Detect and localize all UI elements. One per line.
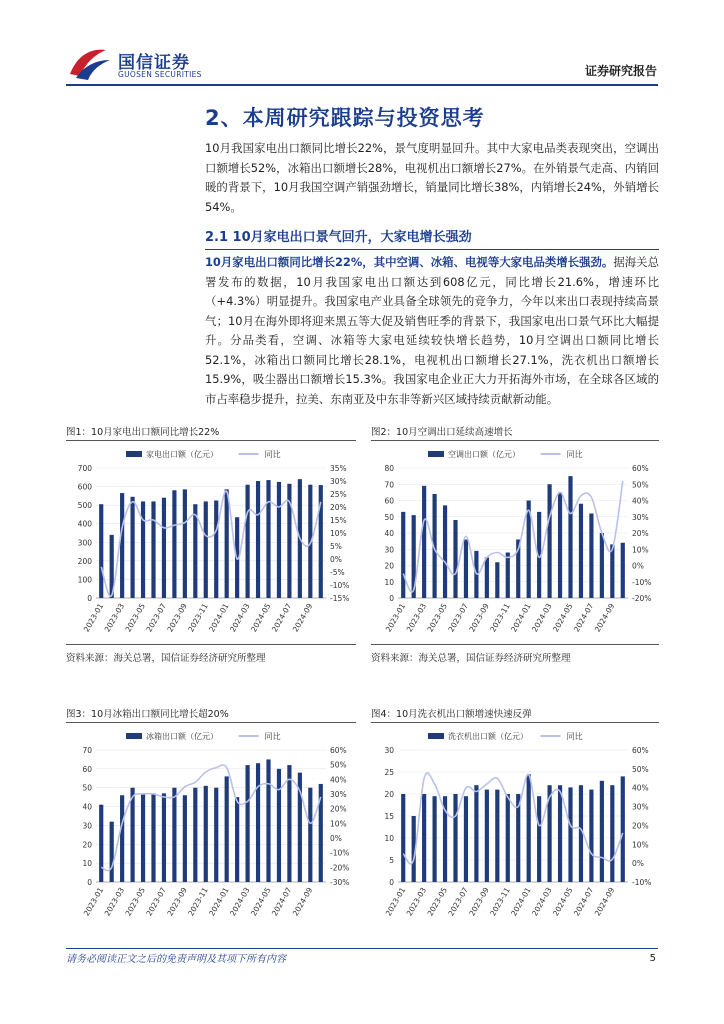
bar [183, 489, 187, 598]
x-tick-label: 2024-03 [228, 885, 252, 918]
x-tick-label: 2023-01 [81, 601, 106, 634]
bar [172, 490, 176, 598]
x-tick-label: 2024-03 [228, 601, 252, 634]
y-right-tick-label: 10% [632, 840, 649, 850]
x-tick-label: 2023-07 [144, 885, 168, 918]
page-header [0, 0, 724, 90]
x-tick-label: 2023-01 [81, 885, 106, 918]
y-left-tick-label: 0 [389, 594, 394, 603]
page-number: 5 [649, 953, 656, 964]
bar [120, 795, 124, 882]
y-right-tick-label: -10% [632, 577, 652, 587]
x-tick-label: 2023-09 [467, 885, 491, 918]
y-right-tick-label: 0% [330, 834, 342, 843]
y-left-tick-label: 5 [389, 856, 394, 865]
figure-3-chart [66, 726, 360, 926]
bar [246, 485, 250, 598]
subsection-divider [205, 249, 659, 250]
bar [548, 484, 552, 598]
y-left-tick-label: 500 [77, 501, 92, 511]
y-left-tick-label: 20 [384, 561, 394, 571]
y-right-tick-label: -15% [330, 594, 350, 603]
footer-divider [66, 948, 658, 949]
y-left-tick-label: 10 [384, 577, 394, 587]
subsection-body: 据海关总署发布的数据，10月我国家电出口额达到608亿元，同比增长21.6%，增速环比（+4.3%）明显提升。我国家电产业具备全球领先的竞争力，今年以来出口表现持续高景气；10月在海外即将迎来黑五等大促及销售旺季的背景下，我国家电出口景气环比大幅提升。分品类看，空调、冰箱等大家电延续较快增长趋势，10月空调出口额同比增长52.1%，冰箱出口额同比增长28.1%，电视机出口额增长27.1%，洗衣机出口额增长15.9%，吸尘器出口额增长15.3%。我国家电企业正大力开拓海外市场，在全球各区域的市占率稳步提升，拉美、东南亚及中东非等新兴区域持续贡献新动能。 [205, 255, 659, 406]
bar [506, 794, 510, 882]
y-right-tick-label: -10% [330, 581, 350, 590]
y-right-tick-label: -10% [632, 878, 652, 887]
y-right-tick-label: 0% [632, 859, 644, 869]
x-tick-label: 2023-05 [123, 885, 148, 918]
figure-1-source: 资料来源：海关总署，国信证券经济研究所整理 [66, 653, 266, 664]
subsection-paragraph [205, 253, 659, 409]
legend-bar-swatch [428, 733, 444, 739]
y-right-tick-label: 60% [632, 746, 649, 755]
y-right-tick-label: 20% [330, 503, 347, 512]
bar [401, 512, 405, 598]
bar [99, 504, 103, 598]
figure-2-chart [368, 444, 662, 642]
y-left-tick-label: 50 [82, 783, 92, 793]
x-tick-label: 2023-11 [488, 601, 512, 634]
bar [162, 498, 166, 598]
x-tick-label: 2023-09 [165, 601, 189, 634]
y-right-tick-label: 10% [330, 529, 347, 538]
legend-bar-label: 家电出口额（亿元） [146, 450, 218, 459]
figure-4-title: 图4：10月洗衣机出口额增速快速反弹 [371, 709, 532, 720]
y-right-tick-label: 0% [330, 555, 342, 564]
x-tick-label: 2024-05 [249, 601, 273, 634]
legend-line-label: 同比 [566, 450, 583, 459]
figure-2-source: 资料来源：海关总署，国信证券经济研究所整理 [371, 653, 571, 664]
x-tick-label: 2024-01 [207, 885, 231, 918]
bar [401, 794, 405, 882]
legend-line-label: 同比 [264, 732, 281, 741]
bar [277, 769, 281, 882]
bar [287, 765, 291, 882]
legend-line-label: 同比 [264, 450, 281, 459]
bar [485, 557, 489, 598]
x-tick-label: 2023-05 [425, 601, 450, 634]
bar [99, 805, 103, 882]
x-tick-label: 2024-09 [290, 601, 315, 634]
x-tick-label: 2023-03 [102, 885, 127, 918]
bar [422, 486, 426, 598]
logo-text-en: GUOSEN SECURITIES [118, 70, 202, 79]
bar [256, 763, 260, 882]
y-right-tick-label: 60% [330, 746, 347, 755]
y-right-tick-label: 0% [632, 561, 644, 571]
figure-4-rule [371, 722, 659, 723]
figure-2-rule [371, 440, 659, 441]
y-left-tick-label: 50 [384, 512, 394, 522]
y-right-tick-label: 40% [330, 775, 347, 785]
bar [204, 786, 208, 882]
y-left-tick-label: 80 [384, 464, 394, 473]
bar [495, 562, 499, 598]
bar [162, 793, 166, 882]
bar [266, 759, 270, 882]
y-right-tick-label: -20% [330, 863, 350, 873]
bar [558, 785, 562, 882]
bar [568, 787, 572, 882]
x-tick-label: 2023-09 [467, 601, 491, 634]
y-left-tick-label: 30 [82, 821, 92, 831]
y-right-tick-label: 60% [632, 464, 649, 473]
y-right-tick-label: 30% [632, 802, 649, 812]
x-tick-label: 2024-05 [551, 885, 575, 918]
bar [120, 493, 124, 598]
y-right-tick-label: 5% [330, 542, 342, 551]
bar [172, 788, 176, 882]
y-left-tick-label: 40 [82, 802, 92, 812]
y-right-tick-label: -20% [632, 594, 652, 603]
guosen-logo [66, 44, 206, 84]
bar [277, 482, 281, 598]
x-tick-label: 2024-07 [571, 885, 596, 918]
x-tick-label: 2024-03 [530, 885, 554, 918]
legend-bar-label: 空调出口额（亿元） [448, 450, 520, 459]
bar [256, 481, 260, 598]
y-left-tick-label: 20 [384, 790, 394, 799]
report-type-label: 证券研究报告 [584, 64, 657, 78]
figure-1-chart [66, 444, 360, 642]
x-tick-label: 2023-01 [383, 885, 408, 918]
bar [193, 504, 197, 598]
x-tick-label: 2023-07 [144, 601, 168, 634]
x-tick-label: 2024-01 [509, 885, 533, 918]
x-tick-label: 2024-09 [290, 885, 315, 918]
bar [579, 504, 583, 598]
x-tick-label: 2024-07 [269, 601, 294, 634]
y-right-tick-label: 20% [632, 529, 649, 538]
bar [214, 788, 218, 882]
y-left-tick-label: 60 [384, 496, 394, 506]
bar [214, 501, 218, 599]
x-tick-label: 2024-09 [592, 885, 617, 918]
bar [621, 543, 625, 598]
x-tick-label: 2024-01 [509, 601, 533, 634]
y-right-tick-label: 10% [330, 819, 347, 829]
y-right-tick-label: 10% [632, 545, 649, 555]
bar [151, 501, 155, 598]
y-right-tick-label: 40% [632, 783, 649, 793]
y-left-tick-label: 0 [87, 594, 92, 603]
logo-text-cn: 国信证券 [118, 53, 190, 73]
y-left-tick-label: 10 [82, 859, 92, 869]
figure-1-rule [66, 440, 356, 441]
y-right-tick-label: 35% [330, 464, 347, 473]
bar [464, 796, 468, 882]
y-left-tick-label: 20 [82, 840, 92, 850]
bar [589, 790, 593, 882]
bar [308, 788, 312, 882]
y-right-tick-label: -5% [330, 568, 345, 577]
bar [235, 797, 239, 882]
bar [600, 533, 604, 598]
bar [610, 785, 614, 882]
x-tick-label: 2024-07 [571, 601, 596, 634]
y-left-tick-label: 30 [384, 545, 394, 555]
y-left-tick-label: 400 [77, 519, 92, 529]
bar [600, 781, 604, 882]
guosen-logo-mark-icon [66, 44, 114, 82]
x-tick-label: 2023-07 [446, 601, 470, 634]
bar [610, 544, 614, 598]
y-right-tick-label: 20% [632, 821, 649, 831]
y-left-tick-label: 70 [82, 746, 92, 755]
chart-legend [126, 449, 281, 459]
x-tick-label: 2023-11 [186, 601, 210, 634]
bar [453, 794, 457, 882]
bar [141, 501, 145, 598]
y-right-tick-label: 20% [330, 804, 347, 814]
y-left-tick-label: 40 [384, 529, 394, 538]
bar [506, 553, 510, 599]
y-right-tick-label: 25% [330, 490, 347, 499]
y-right-tick-label: -10% [330, 848, 350, 858]
y-right-tick-label: 30% [330, 477, 347, 486]
x-tick-label: 2023-11 [488, 885, 512, 918]
y-right-tick-label: 50% [632, 480, 649, 490]
bar [485, 790, 489, 882]
x-tick-label: 2023-07 [446, 885, 470, 918]
y-right-tick-label: 15% [330, 516, 347, 525]
bar [433, 796, 437, 882]
y-left-tick-label: 70 [384, 480, 394, 490]
bar [558, 492, 562, 598]
bar [131, 788, 135, 882]
y-right-tick-label: 30% [330, 790, 347, 799]
footer-disclaimer: 请务必阅读正文之后的免责声明及其项下所有内容 [66, 954, 286, 965]
bar [464, 540, 468, 599]
x-tick-label: 2023-03 [404, 601, 429, 634]
bar [110, 822, 114, 882]
header-divider [66, 84, 658, 86]
legend-line-label: 同比 [566, 732, 583, 741]
legend-bar-swatch [126, 733, 142, 739]
y-left-tick-label: 600 [77, 482, 92, 492]
figure-3-rule [66, 722, 356, 723]
chart-legend [126, 731, 281, 741]
bar [453, 520, 457, 598]
subsection-lead: 10月家电出口额同比增长22%，其中空调、冰箱、电视等大家电品类增长强劲。 [205, 255, 614, 269]
bar [225, 489, 229, 598]
bar [193, 788, 197, 882]
figure-1-bottom-rule [66, 644, 356, 645]
x-tick-label: 2024-03 [530, 601, 554, 634]
chart-legend [428, 449, 583, 459]
y-right-tick-label: -30% [330, 878, 350, 887]
y-left-tick-label: 0 [87, 878, 92, 887]
x-tick-label: 2023-09 [165, 885, 189, 918]
x-tick-label: 2024-05 [551, 601, 575, 634]
legend-bar-label: 冰箱出口额（亿元） [146, 732, 218, 741]
bar [443, 505, 447, 598]
bar [266, 480, 270, 598]
bar [246, 765, 250, 882]
bar [589, 514, 593, 599]
bar [225, 776, 229, 882]
x-tick-label: 2023-01 [383, 601, 408, 634]
y-right-tick-label: 30% [632, 512, 649, 522]
bar [495, 790, 499, 882]
y-left-tick-label: 15 [384, 812, 394, 821]
legend-bar-swatch [126, 451, 142, 457]
y-left-tick-label: 300 [77, 538, 92, 548]
x-tick-label: 2024-09 [592, 601, 617, 634]
figure-2-bottom-rule [371, 644, 659, 645]
bar [568, 476, 572, 598]
x-tick-label: 2023-11 [186, 885, 210, 918]
x-tick-label: 2023-03 [404, 885, 429, 918]
figure-4-chart [368, 726, 662, 926]
y-right-tick-label: 50% [330, 760, 347, 770]
y-left-tick-label: 200 [77, 556, 92, 566]
y-left-tick-label: 30 [384, 746, 394, 755]
bar [621, 776, 625, 882]
y-left-tick-label: 100 [77, 575, 92, 585]
y-left-tick-label: 10 [384, 834, 394, 843]
bar [537, 796, 541, 882]
x-tick-label: 2023-03 [102, 601, 127, 634]
bar [474, 785, 478, 882]
y-right-tick-label: 40% [632, 496, 649, 506]
y-left-tick-label: 700 [77, 464, 92, 473]
bar [422, 794, 426, 882]
bar [527, 774, 531, 882]
section-intro-paragraph: 10月我国家电出口额同比增长22%，景气度明显回升。其中大家电品类表现突出，空调出口额增长52%，冰箱出口额增长28%，电视机出口额增长27%。在外销景气走高、内销回暖的背景下，10月我国空调产销强劲增长，销量同比增长38%，内销增长24%，外销增长54%。 [205, 141, 659, 214]
y-left-tick-label: 0 [389, 878, 394, 887]
chart-legend [428, 731, 583, 741]
x-tick-label: 2023-05 [123, 601, 148, 634]
y-left-tick-label: 25 [384, 768, 394, 777]
figure-2-title: 图2：10月空调出口延续高速增长 [371, 427, 513, 438]
x-tick-label: 2024-01 [207, 601, 231, 634]
y-right-tick-label: 50% [632, 764, 649, 774]
y-left-tick-label: 60 [82, 764, 92, 774]
bar [183, 795, 187, 882]
x-tick-label: 2023-05 [425, 885, 450, 918]
bar [131, 497, 135, 598]
subsection-title: 2.1 10月家电出口景气回升，大家电增长强劲 [205, 230, 472, 245]
x-tick-label: 2024-07 [269, 885, 294, 918]
bar [151, 793, 155, 882]
figure-1-title: 图1：10月家电出口额同比增长22% [66, 427, 220, 438]
section-title: 2、本周研究跟踪与投资思考 [205, 106, 485, 130]
figure-3-title: 图3：10月冰箱出口额同比增长超20% [66, 709, 229, 720]
bar [204, 501, 208, 598]
bar [141, 793, 145, 882]
legend-bar-swatch [428, 451, 444, 457]
x-tick-label: 2024-05 [249, 885, 273, 918]
legend-bar-label: 洗衣机出口额（亿元） [448, 732, 528, 741]
